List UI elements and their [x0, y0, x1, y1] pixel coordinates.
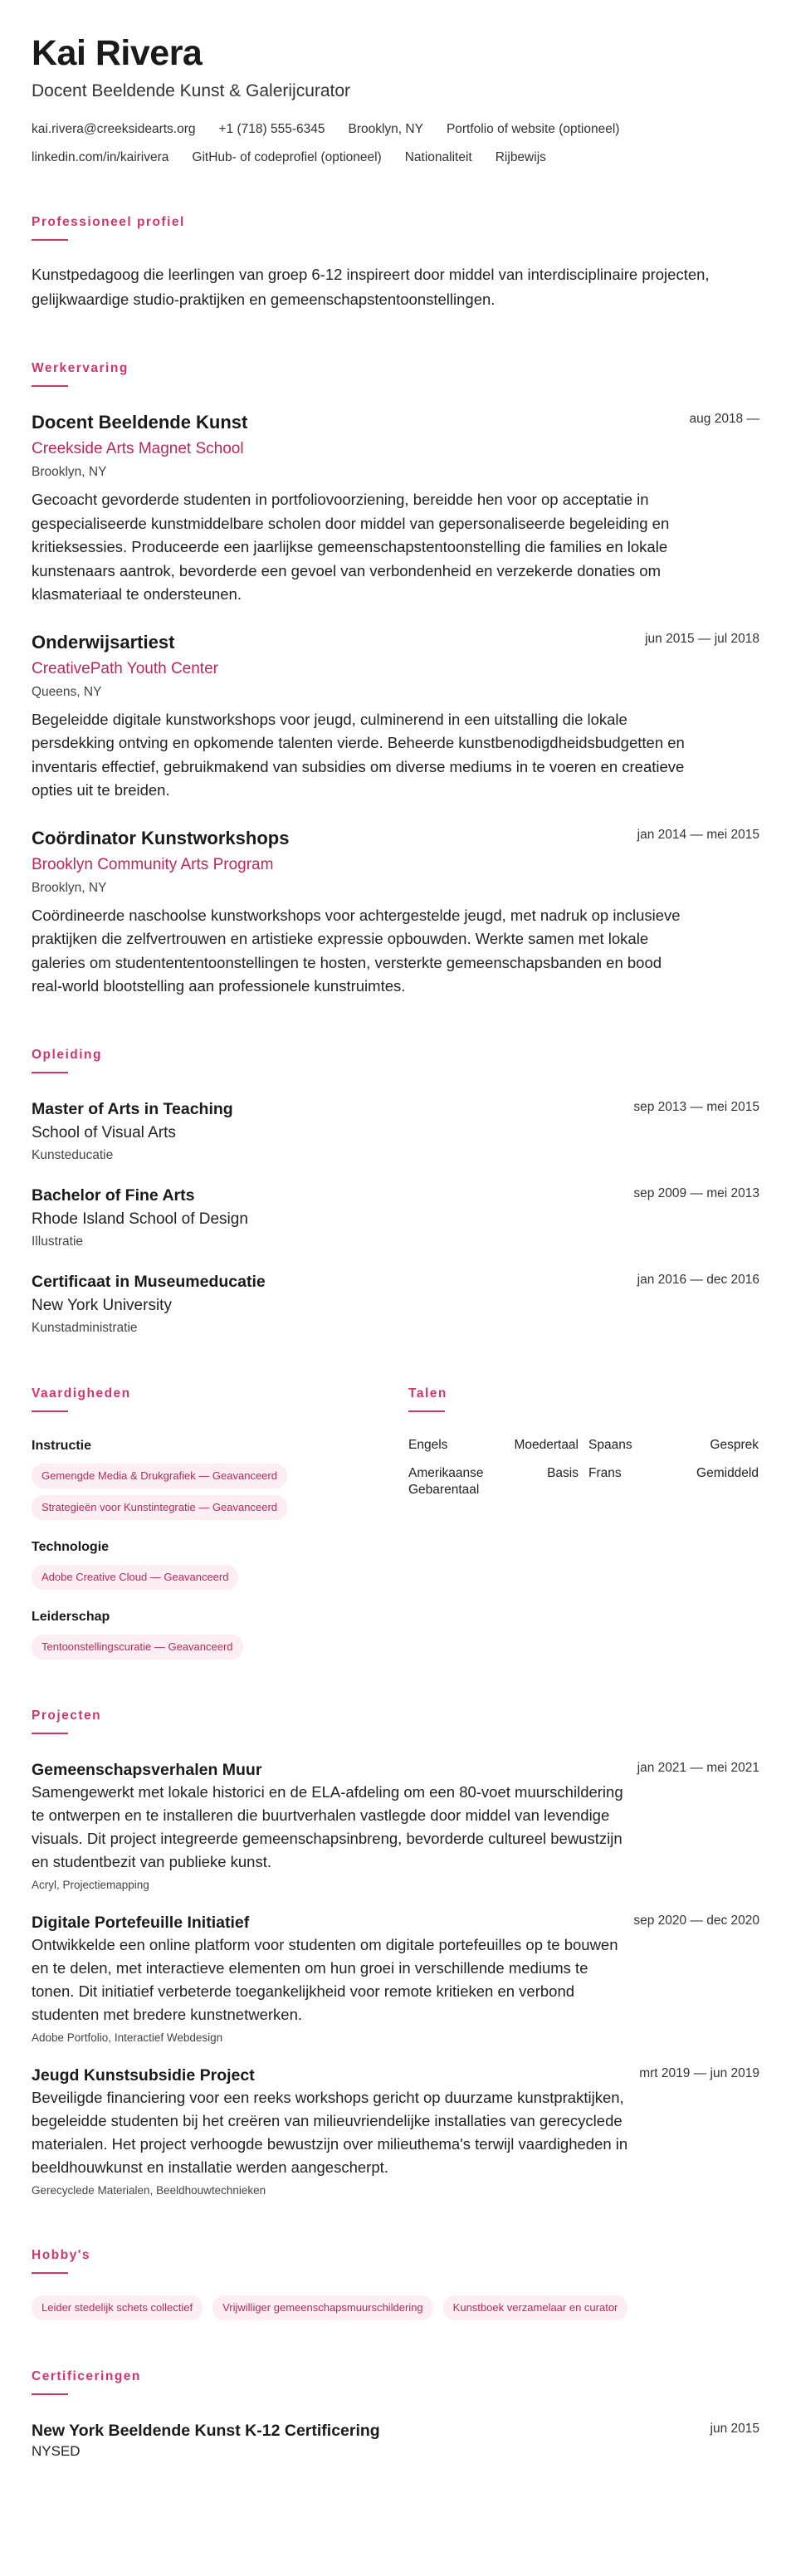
hobby-pill: Leider stedelijk schets collectief — [32, 2295, 203, 2320]
education-school: New York University — [32, 1296, 172, 1314]
education-date: jan 2016 — dec 2016 — [637, 1272, 759, 1287]
contact-drivers-license: Rijbewijs — [495, 150, 546, 164]
job-employer: Creekside Arts Magnet School — [32, 440, 244, 457]
language-item — [408, 1437, 579, 1454]
skill-group-title: Technologie — [32, 1539, 110, 1554]
job-description: Begeleidde digitale kunstworkshops voor jeugd, culminerend in een uitstalling die lokale persdekking ontving en opkomende talenten vierde. Beheerde kunstbenodigdheidsbudgetten en inventaris effectief, gebruikmakend van subsidies om diverse mediums in te voeren en creatieve opties uit te breiden. — [32, 710, 685, 799]
education-degree: Master of Arts in Teaching — [32, 1099, 233, 1118]
certifications-section — [32, 2368, 759, 2461]
contact-email[interactable]: kai.rivera@creeksidearts.org — [32, 122, 196, 136]
job-entry — [32, 410, 759, 607]
languages-section — [408, 1386, 759, 1659]
language-name: Amerikaanse Gebarentaal — [408, 1465, 484, 1497]
section-title: Werkervaring — [32, 361, 129, 375]
project-description: Samengewerkt met lokale historici en de ELA-afdeling om een 80-voet muurschildering te ontwerpen en te installeren die buurtverhalen vastlegde door middel van levendige visuals. Dit project integreerde gemeenschapsinbreng, bevorderde cultureel bewustzijn en studentbezit van publieke kunst. — [32, 1782, 623, 1870]
education-degree: Bachelor of Fine Arts — [32, 1185, 195, 1205]
section-divider — [32, 1072, 68, 1073]
education-date: sep 2013 — mei 2015 — [633, 1099, 759, 1114]
education-entry — [32, 1185, 759, 1251]
hobbies-section — [32, 2247, 759, 2320]
experience-section — [32, 360, 759, 999]
project-title: Digitale Portefeuille Initiatief — [32, 1913, 250, 1932]
section-divider — [32, 385, 68, 387]
contact-list — [32, 121, 759, 166]
section-title: Hobby's — [32, 2247, 91, 2262]
section-divider — [32, 2393, 68, 2395]
job-entry — [32, 630, 759, 803]
hobby-list — [32, 2295, 759, 2320]
job-title: Onderwijsartiest — [32, 631, 175, 653]
certification-entry — [32, 2420, 759, 2461]
profile-summary: Kunstpedagoog die leerlingen van groep 6-12 inspireert door middel van interdisciplinaire projecten, gelijkwaardige studio-praktijken en gemeenschapstentoonstellingen. — [32, 266, 710, 308]
project-date: jan 2021 — mei 2021 — [637, 1760, 759, 1775]
job-date: aug 2018 — — [689, 412, 759, 426]
language-item — [588, 1437, 759, 1454]
skill-pill: Strategieën voor Kunstintegratie — Geavanceerd — [32, 1495, 287, 1520]
contact-github[interactable]: GitHub- of codeprofiel (optioneel) — [192, 150, 382, 164]
education-date: sep 2009 — mei 2013 — [633, 1185, 759, 1200]
education-school: Rhode Island School of Design — [32, 1210, 248, 1228]
section-divider — [32, 2272, 68, 2274]
candidate-headline: Docent Beeldende Kunst & Galerijcurator — [32, 81, 351, 100]
section-title: Vaardigheden — [32, 1386, 131, 1400]
skill-pill: Adobe Creative Cloud — Geavanceerd — [32, 1565, 238, 1590]
contact-location: Brooklyn, NY — [348, 122, 423, 136]
contact-nationality: Nationaliteit — [404, 150, 472, 164]
project-tags: Gerecyclede Materialen, Beeldhouwtechnieken — [32, 2183, 266, 2197]
project-date: mrt 2019 — jun 2019 — [639, 2065, 759, 2080]
skill-pill: Tentoonstellingscuratie — Geavanceerd — [32, 1635, 243, 1659]
education-field: Kunsteducatie — [32, 1147, 114, 1162]
education-school: School of Visual Arts — [32, 1123, 176, 1141]
language-level: Gemiddeld — [696, 1465, 759, 1480]
section-title: Professioneel profiel — [32, 215, 185, 229]
education-field: Illustratie — [32, 1234, 84, 1249]
job-date: jan 2014 — mei 2015 — [637, 827, 759, 842]
section-title: Projecten — [32, 1708, 102, 1723]
skill-pill-row — [32, 1635, 408, 1659]
candidate-name: Kai Rivera — [32, 33, 203, 73]
job-location: Brooklyn, NY — [32, 465, 107, 479]
language-level: Gesprek — [710, 1437, 759, 1452]
job-employer: CreativePath Youth Center — [32, 659, 218, 677]
job-employer: Brooklyn Community Arts Program — [32, 855, 274, 873]
contact-phone[interactable]: +1 (718) 555-6345 — [218, 122, 325, 136]
section-title: Certificeringen — [32, 2368, 141, 2383]
job-title: Coördinator Kunstworkshops — [32, 827, 290, 848]
project-entry — [32, 1759, 759, 1894]
project-tags: Acryl, Projectiemapping — [32, 1878, 149, 1891]
language-level: Moedertaal — [514, 1437, 579, 1452]
project-entry — [32, 1912, 759, 2046]
education-field: Kunstadministratie — [32, 1320, 138, 1335]
contact-linkedin[interactable]: linkedin.com/in/kairivera — [32, 150, 169, 164]
projects-section — [32, 1708, 759, 2199]
job-entry — [32, 826, 759, 999]
language-name: Engels — [408, 1437, 448, 1452]
project-date: sep 2020 — dec 2020 — [633, 1913, 759, 1928]
skill-group-title: Leiderschap — [32, 1609, 110, 1624]
skills-section — [32, 1386, 408, 1659]
education-degree: Certificaat in Museumeducatie — [32, 1272, 266, 1291]
project-description: Ontwikkelde een online platform voor studenten om digitale portefeuilles op te bouwen en te delen, met interactieve elementen om hun groei in verschillende mediums te tonen. Dit initiatief verbeterde toegankelijkheid voor remote kritieken en verbond studenten met bredere kunstnetwerken. — [32, 1935, 618, 2023]
skill-pill: Gemengde Media & Drukgrafiek — Geavanceerd — [32, 1464, 287, 1488]
language-list — [408, 1437, 759, 1498]
job-date: jun 2015 — jul 2018 — [645, 631, 759, 646]
project-tags: Adobe Portfolio, Interactief Webdesign — [32, 2031, 223, 2044]
skill-pill-row — [32, 1464, 408, 1520]
job-title: Docent Beeldende Kunst — [32, 412, 248, 433]
language-name: Frans — [588, 1465, 622, 1480]
project-entry — [32, 2065, 759, 2199]
hobby-pill: Kunstboek verzamelaar en curator — [443, 2295, 628, 2320]
certification-name: New York Beeldende Kunst K-12 Certificering — [32, 2421, 380, 2440]
section-divider — [32, 239, 68, 241]
education-entry — [32, 1271, 759, 1337]
certification-date: jun 2015 — [710, 2421, 759, 2436]
skill-pill-row — [32, 1565, 408, 1590]
project-title: Gemeenschapsverhalen Muur — [32, 1760, 262, 1779]
language-item — [588, 1465, 759, 1498]
job-location: Queens, NY — [32, 684, 102, 699]
project-description: Beveiligde financiering voor een reeks workshops gericht op duurzame kunstpraktijken, begeleidde studenten bij het creëren van milieuvriendelijke installaties van gerecyclede materialen. Het project verhoogde bewustzijn over milieuthema's terwijl vaardigheden in beeldhouwkunst en installatie werden aangescherpt. — [32, 2088, 628, 2176]
section-divider — [32, 1733, 68, 1734]
language-item — [408, 1465, 579, 1498]
job-location: Brooklyn, NY — [32, 880, 107, 895]
language-level: Basis — [547, 1465, 579, 1480]
job-description: Gecoacht gevorderde studenten in portfoliovoorziening, bereidde hen voor op acceptatie in gespecialiseerde kunstmiddelbare scholen door middel van gepersonaliseerde begeleiding en kritieksessies. Produceerde een jaarlijkse gemeenschapstentoonstelling die families en lokale kunstenaars aantrok, bevorderde een gevoel van verbondenheid en verzekerde donaties om klasmateriaal te ondersteunen. — [32, 491, 670, 603]
skills-languages-row — [32, 1386, 759, 1659]
language-name: Spaans — [588, 1437, 632, 1452]
job-description: Coördineerde naschoolse kunstworkshops voor achtergestelde jeugd, met nadruk op inclusieve praktijken die zelfvertrouwen en artistieke expressie opbouwden. Werkte samen met lokale galeries om studentententoonstellingen te hosten, versterkte gemeenschapsbanden en bood real-world blootstelling aan professionele kunstruimtes. — [32, 906, 681, 995]
education-entry — [32, 1098, 759, 1165]
profile-section — [32, 214, 759, 312]
certification-issuer: NYSED — [32, 2442, 81, 2459]
section-divider — [408, 1410, 445, 1412]
section-title: Talen — [408, 1386, 447, 1400]
section-title: Opleiding — [32, 1047, 102, 1062]
contact-portfolio[interactable]: Portfolio of website (optioneel) — [446, 122, 620, 136]
education-section — [32, 1047, 759, 1337]
project-title: Jeugd Kunstsubsidie Project — [32, 2065, 255, 2085]
section-divider — [32, 1410, 68, 1412]
hobby-pill: Vrijwilliger gemeenschapsmuurschildering — [212, 2295, 433, 2320]
resume-header — [32, 32, 759, 166]
skill-group-title: Instructie — [32, 1438, 92, 1453]
